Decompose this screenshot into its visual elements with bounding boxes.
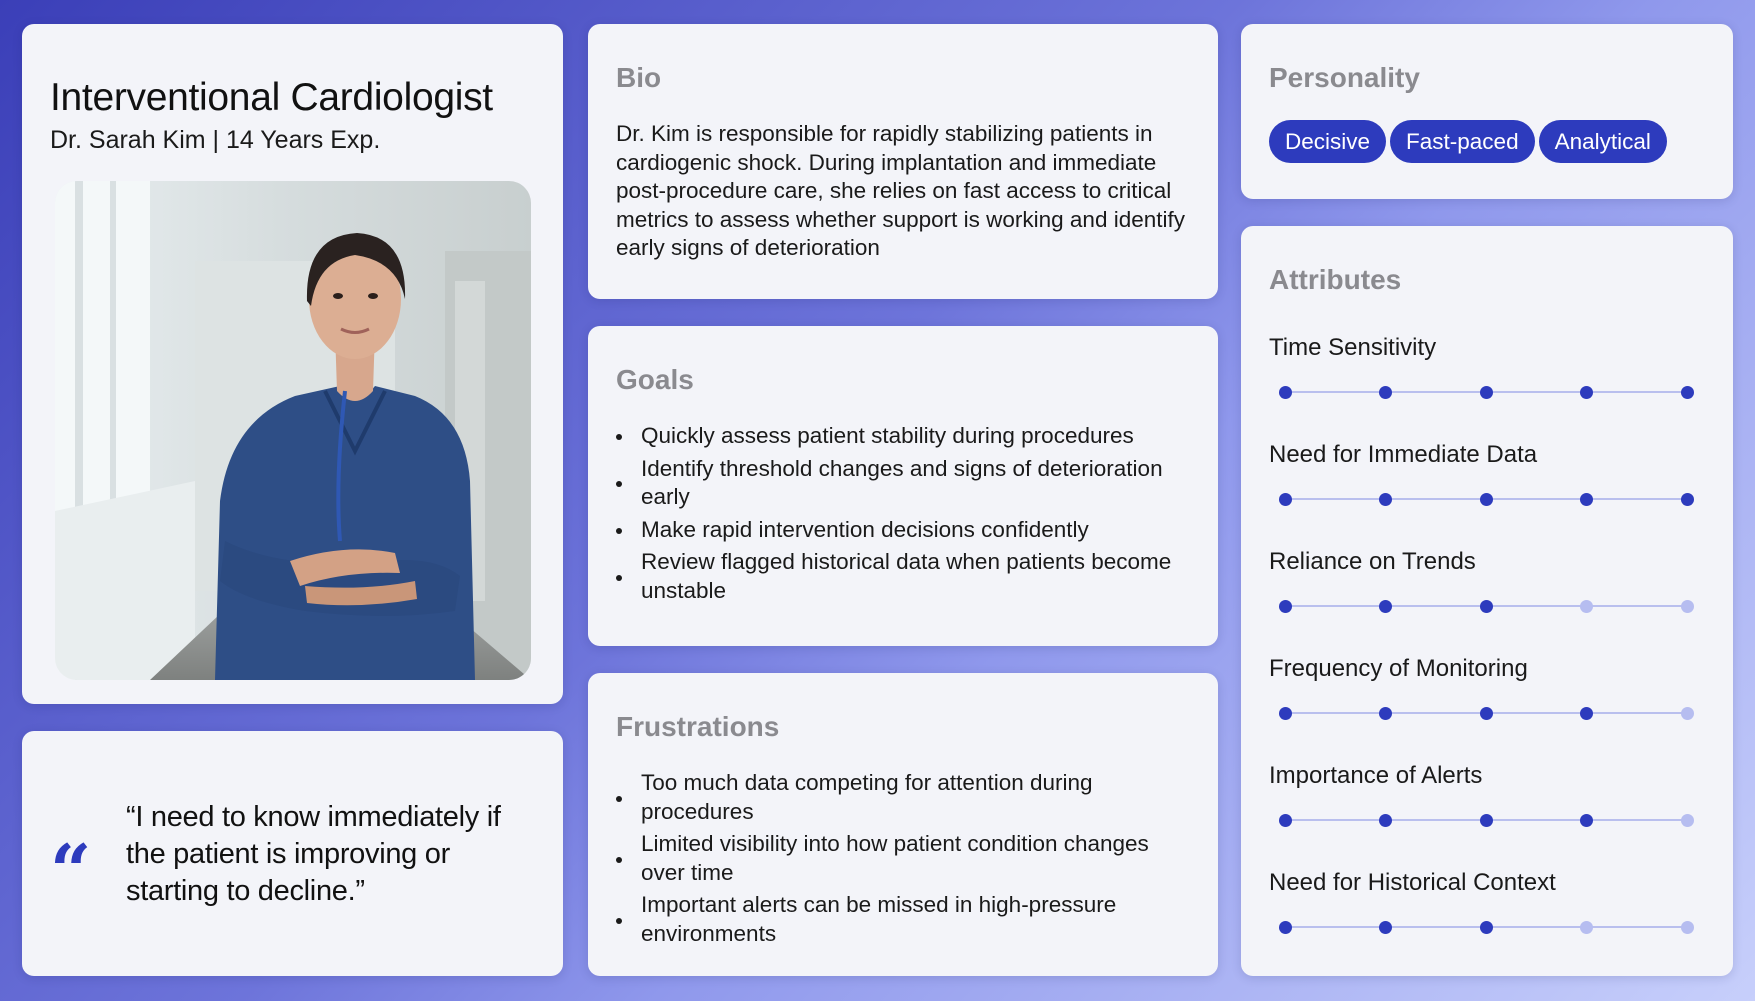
attribute-row: [1269, 334, 1709, 441]
list-item: [616, 891, 1191, 948]
frustration-text: Limited visibility into how patient condition changes over time: [641, 831, 1149, 885]
bullet-icon: [616, 481, 622, 487]
frustrations-list: [616, 769, 1191, 952]
frustration-text: Too much data competing for attention during procedures: [641, 770, 1093, 824]
scale-dot-filled: [1279, 921, 1292, 934]
role-title: Interventional Cardiologist: [50, 76, 493, 119]
attribute-label: Importance of Alerts: [1269, 762, 1483, 789]
goal-text: Identify threshold changes and signs of deterioration early: [641, 455, 1163, 509]
list-item: [616, 455, 1191, 512]
scale-dot-empty: [1580, 921, 1593, 934]
persona-quote: “I need to know immediately if the patient is improving or starting to decline.”: [126, 801, 501, 907]
goals-title: Goals: [616, 364, 694, 395]
attributes-list: [1269, 334, 1709, 976]
bullet-icon: [616, 528, 622, 534]
list-item: [616, 548, 1191, 605]
frustration-text: Important alerts can be missed in high-pressure environments: [641, 892, 1117, 946]
scale-dot-filled: [1580, 493, 1593, 506]
scale-dot-filled: [1480, 386, 1493, 399]
scale-dot-filled: [1580, 707, 1593, 720]
scale-dot-filled: [1279, 814, 1292, 827]
attribute-label: Need for Immediate Data: [1269, 441, 1538, 468]
attribute-row: [1269, 441, 1709, 548]
bio-card: [588, 24, 1218, 299]
scale-dot-filled: [1379, 921, 1392, 934]
trait-tag: Analytical: [1539, 120, 1667, 163]
list-item: [616, 830, 1191, 887]
attribute-label: Reliance on Trends: [1269, 548, 1476, 575]
scale-dot-filled: [1681, 493, 1694, 506]
bullet-icon: [616, 857, 622, 863]
scale-dot-filled: [1480, 493, 1493, 506]
attribute-label: Time Sensitivity: [1269, 334, 1437, 361]
persona-photo: [55, 181, 531, 680]
goal-text: Review flagged historical data when patients become unstable: [641, 549, 1172, 603]
scale-dot-empty: [1681, 814, 1694, 827]
scale-dot-filled: [1379, 600, 1392, 613]
list-item: [616, 422, 1191, 451]
personality-card: [1241, 24, 1733, 199]
bullet-icon: [616, 434, 622, 440]
attributes-card: [1241, 226, 1733, 976]
quote-icon: “: [50, 828, 92, 913]
attribute-label: Need for Historical Context: [1269, 869, 1556, 896]
list-item: [616, 516, 1191, 545]
list-item: [616, 769, 1191, 826]
scale-dot-filled: [1480, 814, 1493, 827]
trait-tag: Fast-paced: [1390, 120, 1535, 163]
personality-tags: [1269, 120, 1667, 163]
scale-dot-filled: [1480, 707, 1493, 720]
scale-dot-filled: [1480, 921, 1493, 934]
scale-dot-filled: [1379, 707, 1392, 720]
scale-dot-filled: [1379, 493, 1392, 506]
scale-dot-filled: [1580, 814, 1593, 827]
attribute-row: [1269, 762, 1709, 869]
persona-subtitle: Dr. Sarah Kim | 14 Years Exp.: [50, 126, 381, 154]
attribute-row: [1269, 869, 1709, 976]
scale-dot-empty: [1681, 707, 1694, 720]
bullet-icon: [616, 918, 622, 924]
personality-title: Personality: [1269, 62, 1420, 93]
scale-dot-filled: [1279, 600, 1292, 613]
frustrations-card: [588, 673, 1218, 976]
goals-card: [588, 326, 1218, 646]
scale-dot-empty: [1580, 600, 1593, 613]
scale-dot-filled: [1681, 386, 1694, 399]
bio-text: Dr. Kim is responsible for rapidly stabilizing patients in cardiogenic shock. During implantation and immediate post-procedure care, she relies on fast access to critical metrics to assess whether support is working and identify early signs of deterioration: [616, 121, 1186, 260]
attribute-row: [1269, 548, 1709, 655]
attributes-title: Attributes: [1269, 264, 1402, 295]
attribute-row: [1269, 655, 1709, 762]
goals-list: [616, 422, 1191, 609]
scale-dot-filled: [1279, 493, 1292, 506]
bullet-icon: [616, 575, 622, 581]
scale-dot-empty: [1681, 600, 1694, 613]
profile-card: [22, 24, 563, 704]
scale-dot-filled: [1379, 814, 1392, 827]
scale-dot-filled: [1279, 386, 1292, 399]
bullet-icon: [616, 796, 622, 802]
goal-text: Make rapid intervention decisions confidently: [641, 516, 1089, 542]
scale-dot-filled: [1580, 386, 1593, 399]
scale-dot-filled: [1279, 707, 1292, 720]
scale-dot-empty: [1681, 921, 1694, 934]
goal-text: Quickly assess patient stability during procedures: [641, 423, 1134, 448]
scale-dot-filled: [1480, 600, 1493, 613]
trait-tag: Decisive: [1269, 120, 1386, 163]
scale-dot-filled: [1379, 386, 1392, 399]
frustrations-title: Frustrations: [616, 711, 780, 742]
bio-title: Bio: [616, 62, 662, 93]
attribute-label: Frequency of Monitoring: [1269, 655, 1528, 682]
quote-card: [22, 731, 563, 976]
